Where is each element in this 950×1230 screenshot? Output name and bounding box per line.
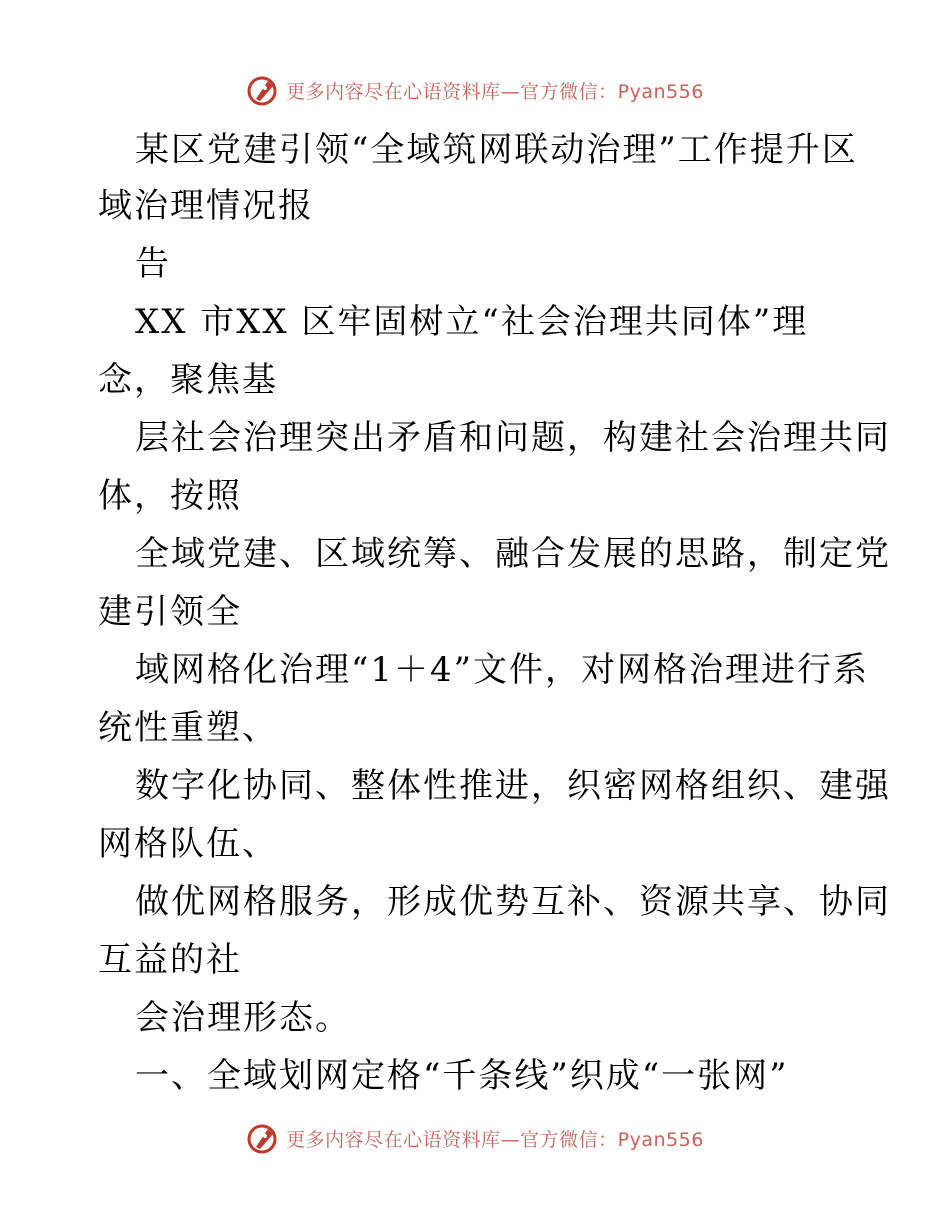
header-banner: [0, 70, 950, 110]
text-line: 域网格化治理“1＋4”文件，对网格治理进行系: [135, 650, 870, 690]
text-line: 做优网格服务，形成优势互补、资源共享、协同: [135, 882, 891, 922]
text-line: 会治理形态。: [135, 998, 351, 1038]
text-line: 某区党建引领“全域筑网联动治理”工作提升区: [135, 130, 858, 170]
footer-banner: [0, 1118, 950, 1158]
pen-nib-logo-icon: [246, 73, 280, 107]
text-line: XX 市XX 区牢固树立“社会治理共同体”理: [135, 302, 809, 342]
text-line: 网格队伍、: [98, 824, 278, 864]
header-banner-text: 更多内容尽在心语资料库—官方微信：Pyan556: [286, 80, 704, 103]
text-line: 体，按照: [98, 476, 242, 516]
text-line: 层社会治理突出矛盾和问题，构建社会治理共同: [135, 418, 891, 458]
text-line: 域治理情况报: [98, 186, 314, 226]
footer-banner-text: 更多内容尽在心语资料库—官方微信：Pyan556: [286, 1128, 704, 1151]
pen-nib-logo-icon: [246, 1121, 280, 1155]
text-line: 全域党建、区域统筹、融合发展的思路，制定党: [135, 534, 891, 574]
text-line: 建引领全: [98, 592, 242, 632]
text-line: 念，聚焦基: [98, 360, 278, 400]
text-line: 互益的社: [98, 940, 242, 980]
text-line: 统性重塑、: [98, 708, 278, 748]
text-line: 告: [135, 244, 171, 284]
section-heading: 一、全域划网定格“千条线”织成“一张网”: [135, 1056, 789, 1096]
text-line: 数字化协同、整体性推进，织密网格组织、建强: [135, 766, 891, 806]
